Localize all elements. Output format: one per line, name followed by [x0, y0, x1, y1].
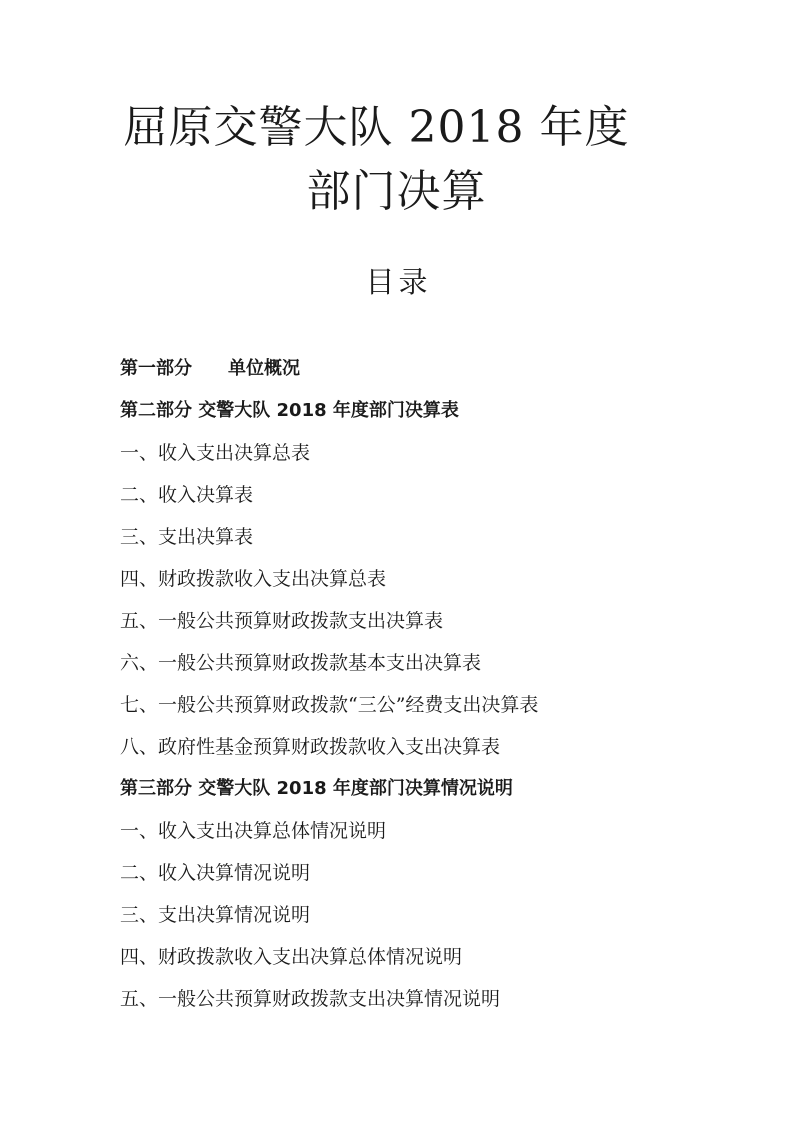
- toc-part-2: 第二部分 交警大队 2018 年度部门决算表: [120, 400, 459, 421]
- document-title-line-1: 屈原交警大队 2018 年度: [123, 102, 630, 153]
- toc-item: 一、收入支出决算总表: [120, 442, 311, 464]
- table-of-contents: [120, 352, 760, 1024]
- toc-item: 八、政府性基金预算财政拨款收入支出决算表: [120, 736, 501, 758]
- toc-item: 一、收入支出决算总体情况说明: [120, 820, 387, 842]
- toc-item: 二、收入决算表: [120, 484, 254, 506]
- toc-item: 三、支出决算表: [120, 526, 254, 548]
- toc-item: 七、一般公共预算财政拨款“三公”经费支出决算表: [120, 694, 539, 716]
- toc-item: 四、财政拨款收入支出决算总体情况说明: [120, 946, 463, 968]
- document-title-line-2: 部门决算: [306, 166, 487, 217]
- toc-item: 五、一般公共预算财政拨款支出决算情况说明: [120, 988, 501, 1010]
- toc-item: 五、一般公共预算财政拨款支出决算表: [120, 610, 444, 632]
- toc-part-3: 第三部分 交警大队 2018 年度部门决算情况说明: [120, 778, 513, 799]
- toc-item: 三、支出决算情况说明: [120, 904, 311, 926]
- toc-item: 四、财政拨款收入支出决算总表: [120, 568, 387, 590]
- toc-item: 六、一般公共预算财政拨款基本支出决算表: [120, 652, 482, 674]
- toc-part-1: 第一部分 单位概况: [120, 358, 300, 379]
- toc-heading: 目录: [365, 265, 432, 299]
- toc-item: 二、收入决算情况说明: [120, 862, 311, 884]
